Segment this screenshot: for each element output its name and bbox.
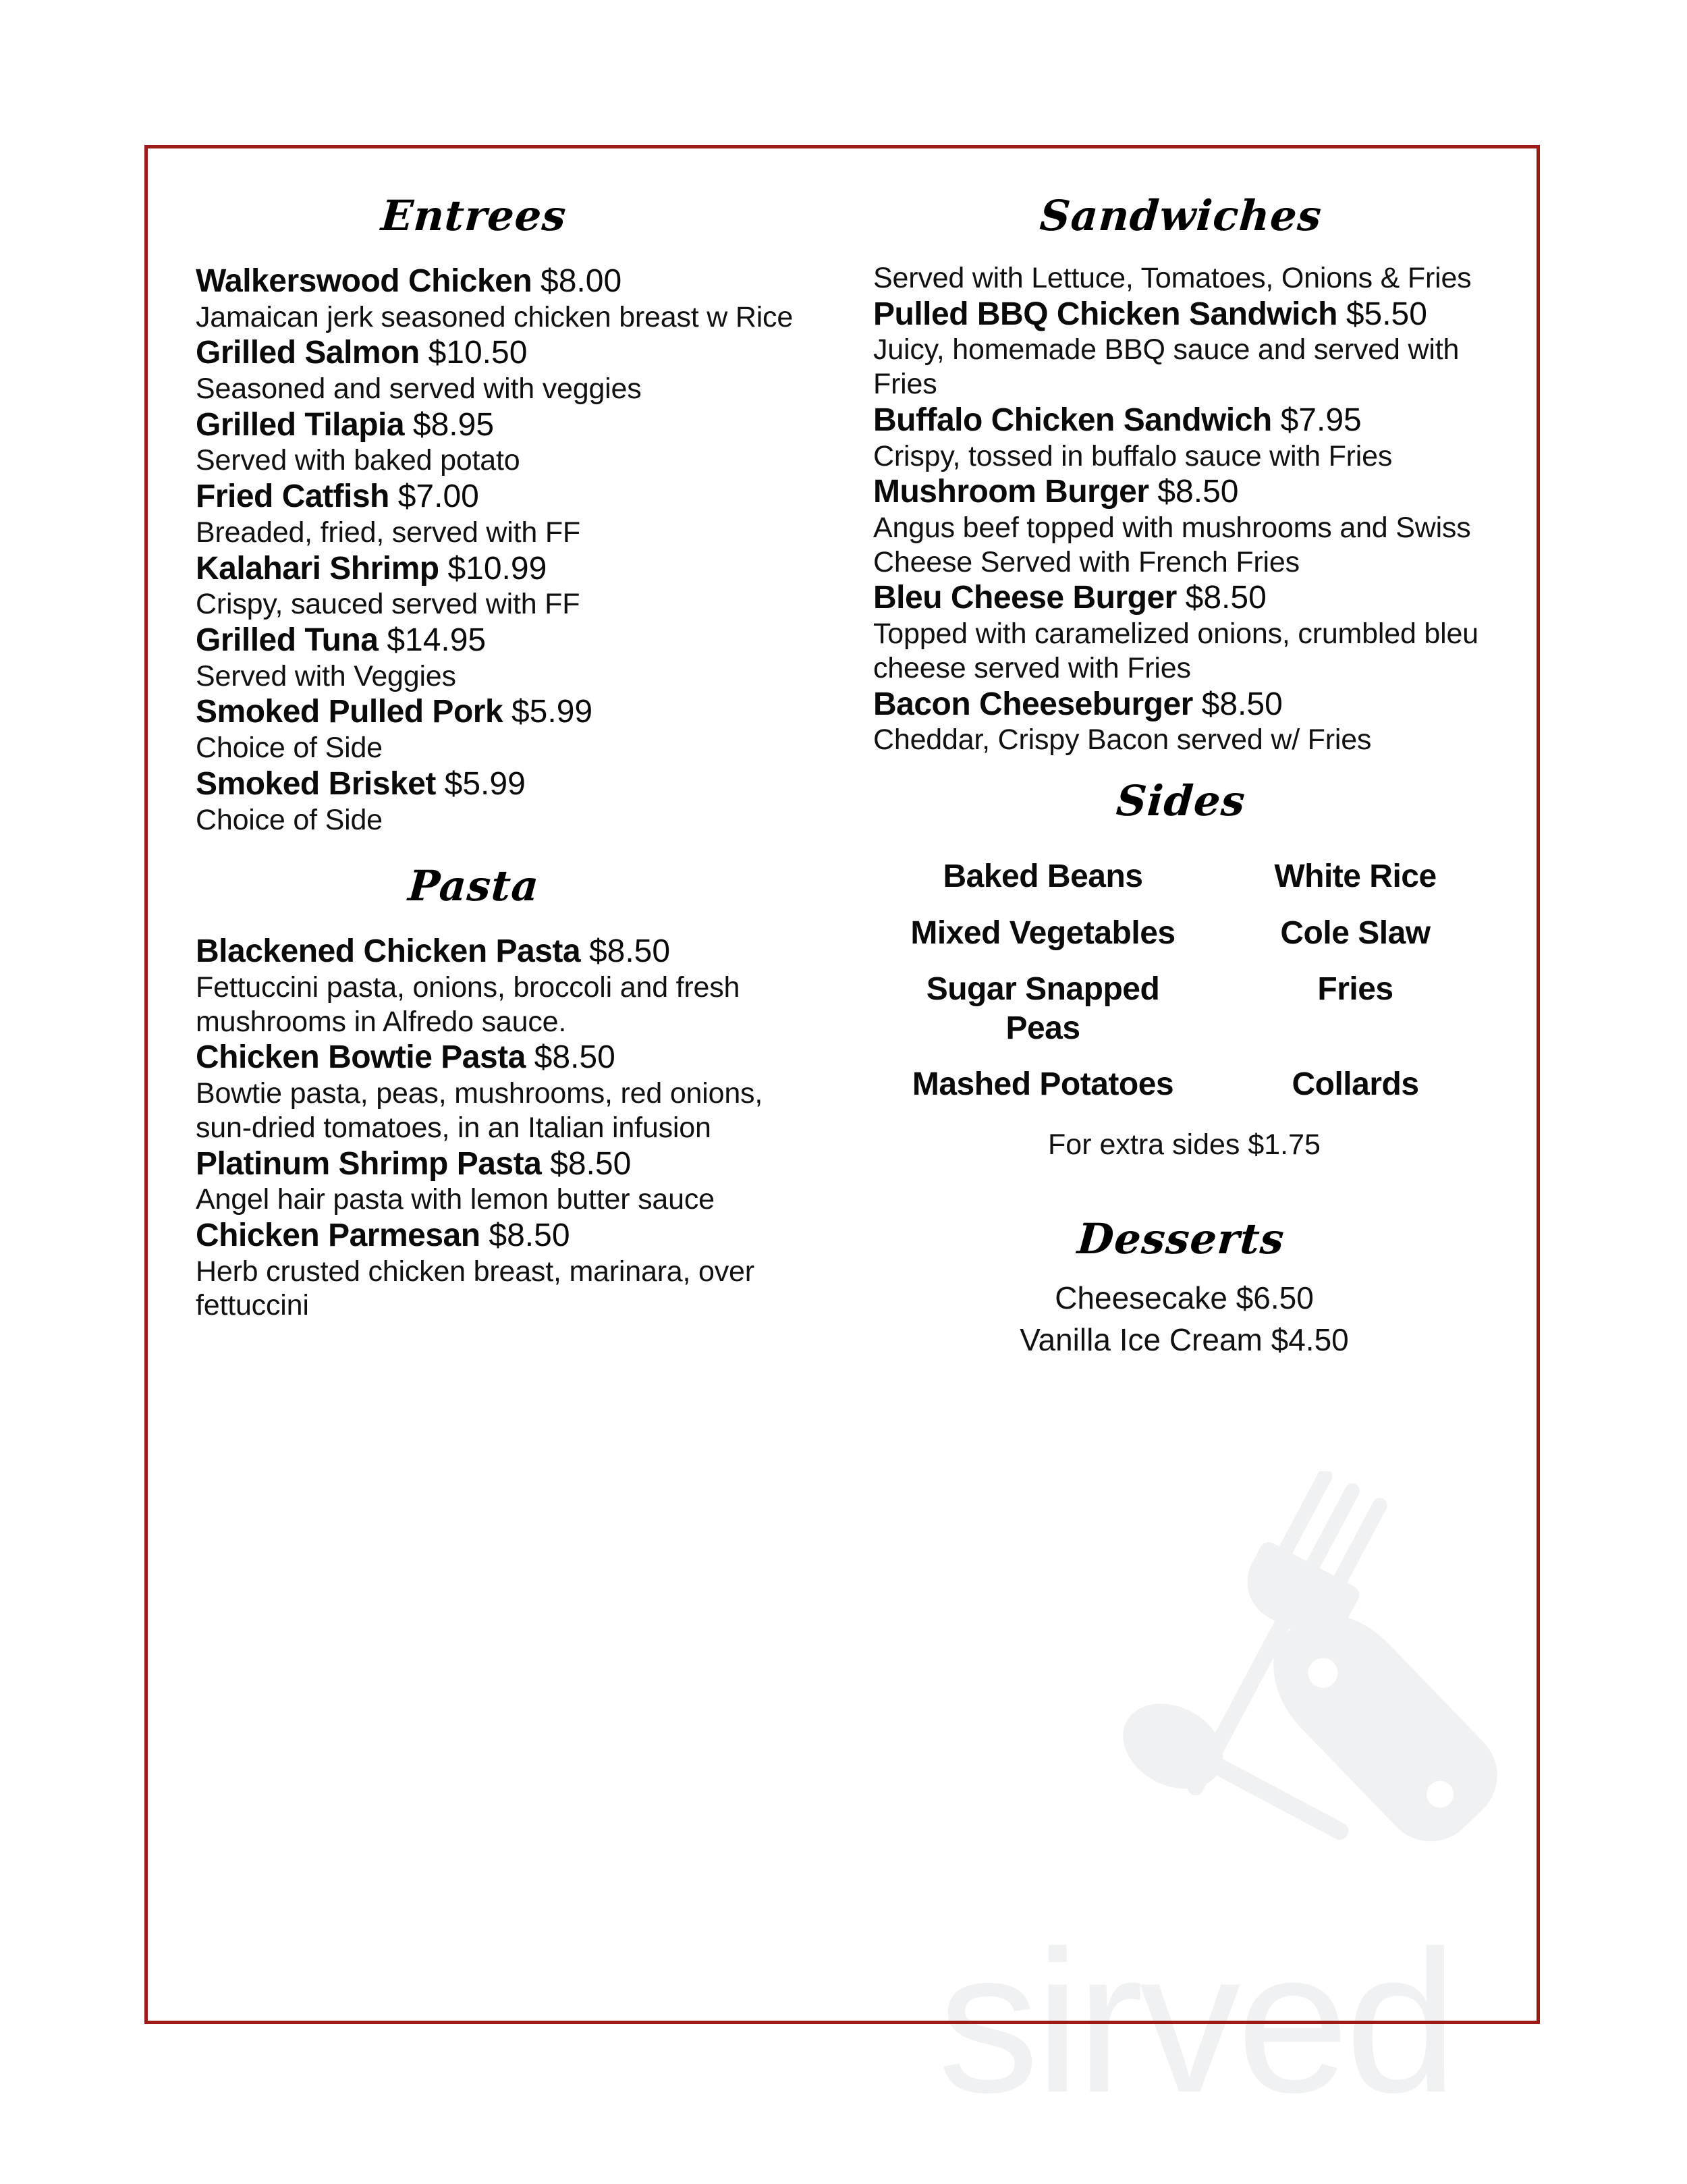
- item-title: [196, 1145, 819, 1183]
- item-name: Walkerswood Chicken: [196, 263, 532, 299]
- menu-item: [196, 1039, 819, 1145]
- menu-item: [196, 693, 819, 765]
- item-name: Grilled Tuna: [196, 622, 379, 659]
- item-price: $8.50: [1157, 474, 1239, 510]
- right-column: [819, 145, 1540, 2024]
- item-description: Juicy, homemade BBQ sauce and served with Fries: [873, 333, 1460, 401]
- item-description: Herb crusted chicken breast, marinara, over fettuccini: [196, 1255, 754, 1322]
- item-name: Buffalo Chicken Sandwich: [873, 402, 1272, 438]
- item-title: [873, 579, 1516, 617]
- section-heading-desserts: Desserts: [1076, 1213, 1286, 1263]
- sandwiches-intro-note: Served with Lettuce, Tomatoes, Onions & Fries: [873, 262, 1472, 294]
- item-title: [196, 334, 819, 372]
- menu-item: [196, 933, 819, 1039]
- menu-columns: [144, 145, 1540, 2024]
- item-name: Platinum Shrimp Pasta: [196, 1145, 542, 1182]
- item-title: [196, 622, 819, 659]
- item-name: Kalahari Shrimp: [196, 550, 439, 586]
- item-price: $10.50: [428, 335, 528, 371]
- item-name: Blackened Chicken Pasta: [196, 933, 581, 970]
- section-heading-entrees: Entrees: [379, 191, 568, 240]
- menu-item: [873, 402, 1516, 473]
- side-item: Collards: [1292, 1066, 1419, 1103]
- sirved-watermark: sirved: [938, 1908, 1454, 2135]
- item-title: [196, 933, 819, 971]
- section-heading-sandwiches: Sandwiches: [1038, 191, 1324, 240]
- menu-item: [196, 550, 819, 622]
- item-price: $8.50: [1201, 686, 1283, 722]
- item-name: Bleu Cheese Burger: [873, 580, 1177, 616]
- item-name: Chicken Parmesan: [196, 1217, 480, 1253]
- item-name: Bacon Cheeseburger: [873, 686, 1193, 722]
- item-price: $10.99: [447, 550, 547, 586]
- item-description: Angus beef topped with mushrooms and Swiss Cheese Served with French Fries: [873, 511, 1471, 578]
- item-price: $8.50: [534, 1039, 615, 1076]
- sides-extra-note: For extra sides $1.75: [1048, 1128, 1321, 1161]
- item-description: Choice of Side: [196, 803, 383, 836]
- left-column: [144, 145, 819, 2024]
- item-price: $4.50: [1271, 1321, 1349, 1357]
- item-title: [196, 263, 819, 300]
- item-price: $14.95: [387, 622, 487, 659]
- menu-item: [873, 473, 1516, 579]
- item-price: $7.95: [1280, 402, 1362, 438]
- item-name: Chicken Bowtie Pasta: [196, 1039, 526, 1076]
- item-title: [196, 550, 819, 588]
- item-price: $8.00: [541, 263, 622, 299]
- item-description: Angel hair pasta with lemon butter sauce: [196, 1183, 715, 1216]
- item-title: [196, 693, 819, 731]
- item-description: Served with baked potato: [196, 444, 520, 477]
- item-price: $8.50: [588, 933, 671, 970]
- section-heading-sides: Sides: [1114, 775, 1248, 825]
- pasta-list: [196, 933, 819, 1323]
- item-description: Breaded, fried, served with FF: [196, 516, 580, 549]
- menu-item: [196, 334, 819, 406]
- menu-item: [873, 296, 1516, 402]
- item-price: $8.50: [1185, 580, 1267, 616]
- item-price: $8.95: [412, 406, 495, 443]
- item-price: $7.00: [397, 479, 479, 515]
- menu-item: [196, 406, 819, 478]
- item-title: [196, 478, 819, 516]
- menu-item: [873, 686, 1516, 757]
- item-description: Choice of Side: [196, 732, 383, 765]
- item-title: [196, 406, 819, 444]
- side-item: Mashed Potatoes: [912, 1066, 1174, 1103]
- item-title: [196, 765, 819, 803]
- item-description: Served with Veggies: [196, 659, 456, 692]
- side-item: Sugar Snapped Peas: [926, 971, 1160, 1046]
- item-description: Fettuccini pasta, onions, broccoli and fresh mushrooms in Alfredo sauce.: [196, 971, 740, 1038]
- item-name: Fried Catfish: [196, 479, 389, 515]
- menu-item: [196, 1217, 819, 1323]
- menu-item: [196, 263, 819, 334]
- side-item: Baked Beans: [943, 858, 1143, 894]
- item-name: Mushroom Burger: [873, 474, 1149, 510]
- dessert-item: [873, 1319, 1495, 1361]
- sides-grid: [873, 857, 1516, 1104]
- item-name: Smoked Brisket: [196, 765, 436, 802]
- sandwiches-list: [873, 261, 1516, 757]
- item-price: $5.99: [444, 765, 526, 802]
- side-item: Fries: [1317, 971, 1393, 1008]
- item-name: Vanilla Ice Cream: [1020, 1321, 1263, 1357]
- item-description: Cheddar, Crispy Bacon served w/ Fries: [873, 724, 1372, 757]
- item-description: Bowtie pasta, peas, mushrooms, red onions, sun-dried tomatoes, in an Italian infusion: [196, 1077, 763, 1144]
- item-description: Crispy, sauced served with FF: [196, 588, 580, 621]
- desserts-list: [873, 1278, 1516, 1361]
- menu-item: [196, 1145, 819, 1217]
- item-title: [873, 402, 1516, 439]
- menu-item: [873, 579, 1516, 685]
- item-price: $5.50: [1346, 296, 1427, 332]
- item-description: Seasoned and served with veggies: [196, 373, 642, 406]
- dessert-item: [873, 1278, 1495, 1319]
- item-title: [873, 473, 1516, 511]
- item-description: Jamaican jerk seasoned chicken breast w Rice: [196, 300, 794, 333]
- item-description: Topped with caramelized onions, crumbled bleu cheese served with Fries: [873, 618, 1478, 684]
- item-title: [196, 1217, 819, 1255]
- item-title: [196, 1039, 819, 1076]
- item-price: $5.99: [511, 694, 593, 730]
- item-price: $8.50: [489, 1217, 570, 1253]
- menu-item: [196, 622, 819, 693]
- item-title: [873, 686, 1516, 724]
- side-item: White Rice: [1274, 858, 1437, 894]
- item-name: Cheesecake: [1055, 1280, 1227, 1315]
- side-item: Cole Slaw: [1280, 914, 1431, 951]
- item-title: [873, 296, 1516, 333]
- item-name: Smoked Pulled Pork: [196, 694, 503, 730]
- item-name: Grilled Tilapia: [196, 406, 405, 443]
- menu-item: [196, 765, 819, 837]
- section-heading-pasta: Pasta: [406, 861, 541, 911]
- item-price: $6.50: [1236, 1280, 1314, 1315]
- item-name: Pulled BBQ Chicken Sandwich: [873, 296, 1337, 332]
- side-item: Mixed Vegetables: [910, 914, 1176, 951]
- item-description: Crispy, tossed in buffalo sauce with Fries: [873, 439, 1393, 472]
- item-price: $8.50: [550, 1145, 632, 1182]
- item-name: Grilled Salmon: [196, 335, 420, 371]
- entrees-list: [196, 263, 819, 837]
- menu-item: [196, 478, 819, 549]
